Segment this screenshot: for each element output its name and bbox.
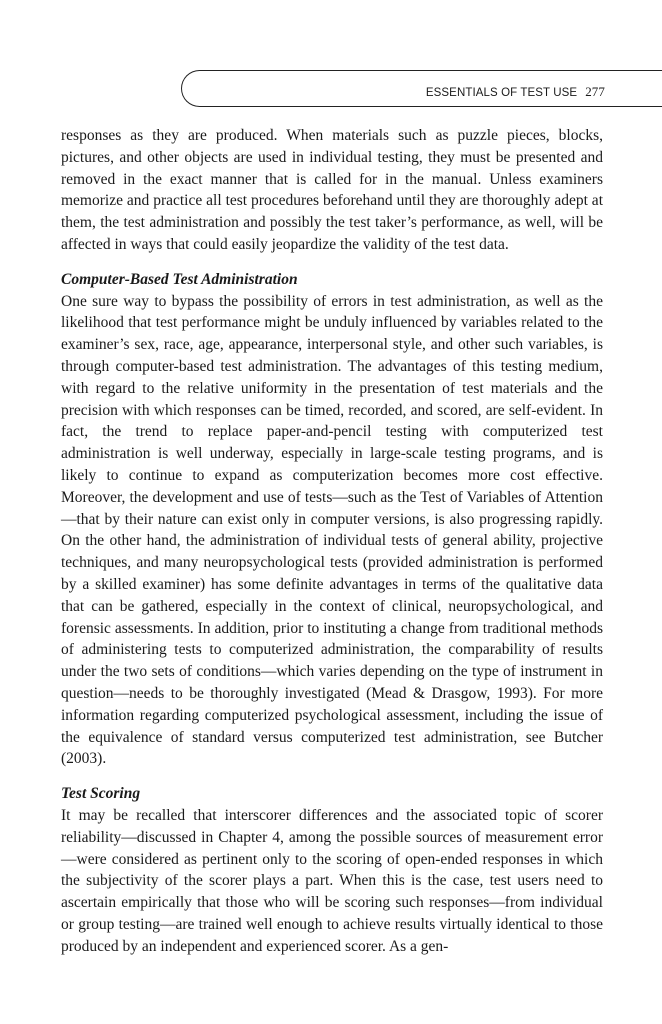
section-text-computer-based: One sure way to bypass the possibility of errors in test administration, as well as the likelihood that test performance might be unduly influenced by variables related to the examiner’s sex, race, age, appearance, interpersonal style, and other such variables, is through computer-based test administration. The advantages of this testing medium, with regard to the relative uniformity in the presentation of test materials and the precision with which responses can be timed, recorded, and scored, are self-evident. In fact, the trend to replace paper-and-pencil testing with computerized test administration is well underway, especially in large-scale testing programs, and is likely to continue to expand as computerization becomes more cost effective. Moreover, the development and use of tests—such as the Test of Variables of Attention—that by their nature can exist only in computer versions, is also progressing rapidly. On the other hand, the administration of individual tests of general ability, projective techniques, and many neuropsychological tests (provided administration is performed by a skilled examiner) has some definite advantages in terms of the qualitative data that can be gathered, especially in the context of clinical, neuropsychological, and forensic assessments. In addition, prior to instituting a change from traditional methods of administering tests to computerized administration, the comparability of results under the two sets of conditions—which varies depending on the type of instrument in question—needs to be thoroughly investigated (Mead & Drasgow, 1993). For more information regarding computerized psychological assessment, including the issue of the equivalence of standard versus computerized test administration, see Butcher (2003). [61,292,603,768]
page-number: 277 [585,84,605,99]
running-title: ESSENTIALS OF TEST USE [425,87,578,99]
opening-paragraph: responses as they are produced. When materials such as puzzle pieces, blocks, pictures, and other objects are used in individual testing, they must be presented and removed in the exact manner that is called for in the manual. Unless examiners memorize and practice all test procedures beforehand until they are thoroughly adept at them, the test administration and possibly the test taker’s performance, as well, will be affected in ways that could easily jeopardize the validity of the test data. [61,127,603,253]
running-header [426,84,605,100]
section-heading-test-scoring: Test Scoring [61,785,141,803]
section-heading-computer-based: Computer-Based Test Administration [61,270,298,288]
section-text-test-scoring: It may be recalled that interscorer differences and the associated topic of scorer reliability—discussed in Chapter 4, among the possible sources of measurement error—were considered as pertinent only to the scoring of open-ended responses in which the subjectivity of the scorer plays a part. When this is the case, test users need to ascertain empirically that those who will be scoring such responses—from individual or group testing—are trained well enough to achieve results virtually identical to those produced by an independent and experienced scorer. As a gen- [61,806,603,955]
page-body [61,125,603,957]
